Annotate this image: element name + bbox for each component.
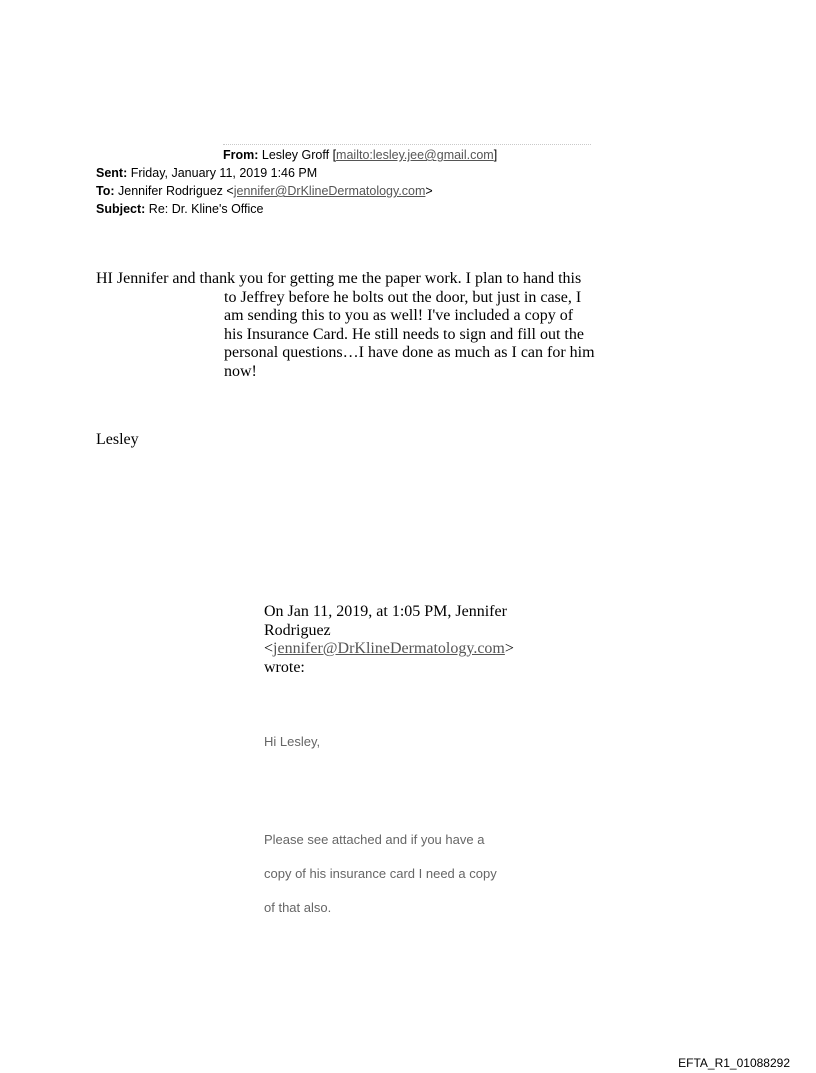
header-divider [223,144,591,145]
from-label: From: [223,148,259,162]
from-link-close-bracket: ] [493,148,498,162]
quoted-greeting: Hi Lesley, [264,734,321,749]
to-email-open-bracket: < [226,184,234,198]
quoted-message-line: of that also. [264,900,332,915]
to-name: Jennifer Rodriguez [118,184,223,198]
message-body [96,270,595,381]
quoted-intro [264,603,514,677]
to-email-link[interactable]: jennifer@DrKlineDermatology.com [233,184,426,198]
document-id: EFTA_R1_01088292 [678,1056,790,1070]
quoted-message-line: copy of his insurance card I need a copy [264,866,497,881]
from-mailto-link[interactable]: mailto:lesley.jee@gmail.com [336,148,494,162]
subject-row [96,200,264,218]
body-line: now! [224,362,257,380]
body-line: his Insurance Card. He still needs to sign and fill out the [224,325,584,343]
subject-value: Re: Dr. Kline's Office [148,202,264,216]
body-line: personal questions…I have done as much as I can for him [224,344,595,361]
body-line: am sending this to you as well! I've included a copy of [224,307,574,324]
from-row [223,146,497,164]
quoted-email-close-bracket: > [504,640,514,657]
to-row [96,182,433,200]
quoted-email-link[interactable]: jennifer@DrKlineDermatology.com [273,640,505,657]
body-line: to Jeffrey before he bolts out the door, but just in case, I [224,288,582,306]
quoted-intro-line: wrote: [264,658,305,676]
quoted-email-open-bracket: < [264,640,274,657]
sent-value: Friday, January 11, 2019 1:46 PM [130,166,318,180]
quoted-intro-email-line [264,640,514,659]
from-link-open-bracket: [ [332,148,337,162]
quoted-message-line: Please see attached and if you have a [264,832,485,847]
signature: Lesley [96,431,139,448]
quoted-intro-line: Rodriguez [264,621,331,639]
body-line: HI Jennifer and thank you for getting me the paper work. I plan to hand this [96,270,582,287]
to-email-close-bracket: > [425,184,433,198]
sent-label: Sent: [96,166,128,180]
from-name: Lesley Groff [261,148,330,162]
quoted-intro-line: On Jan 11, 2019, at 1:05 PM, Jennifer [264,603,507,620]
subject-label: Subject: [96,202,146,216]
to-label: To: [96,184,115,198]
sent-row [96,164,317,182]
